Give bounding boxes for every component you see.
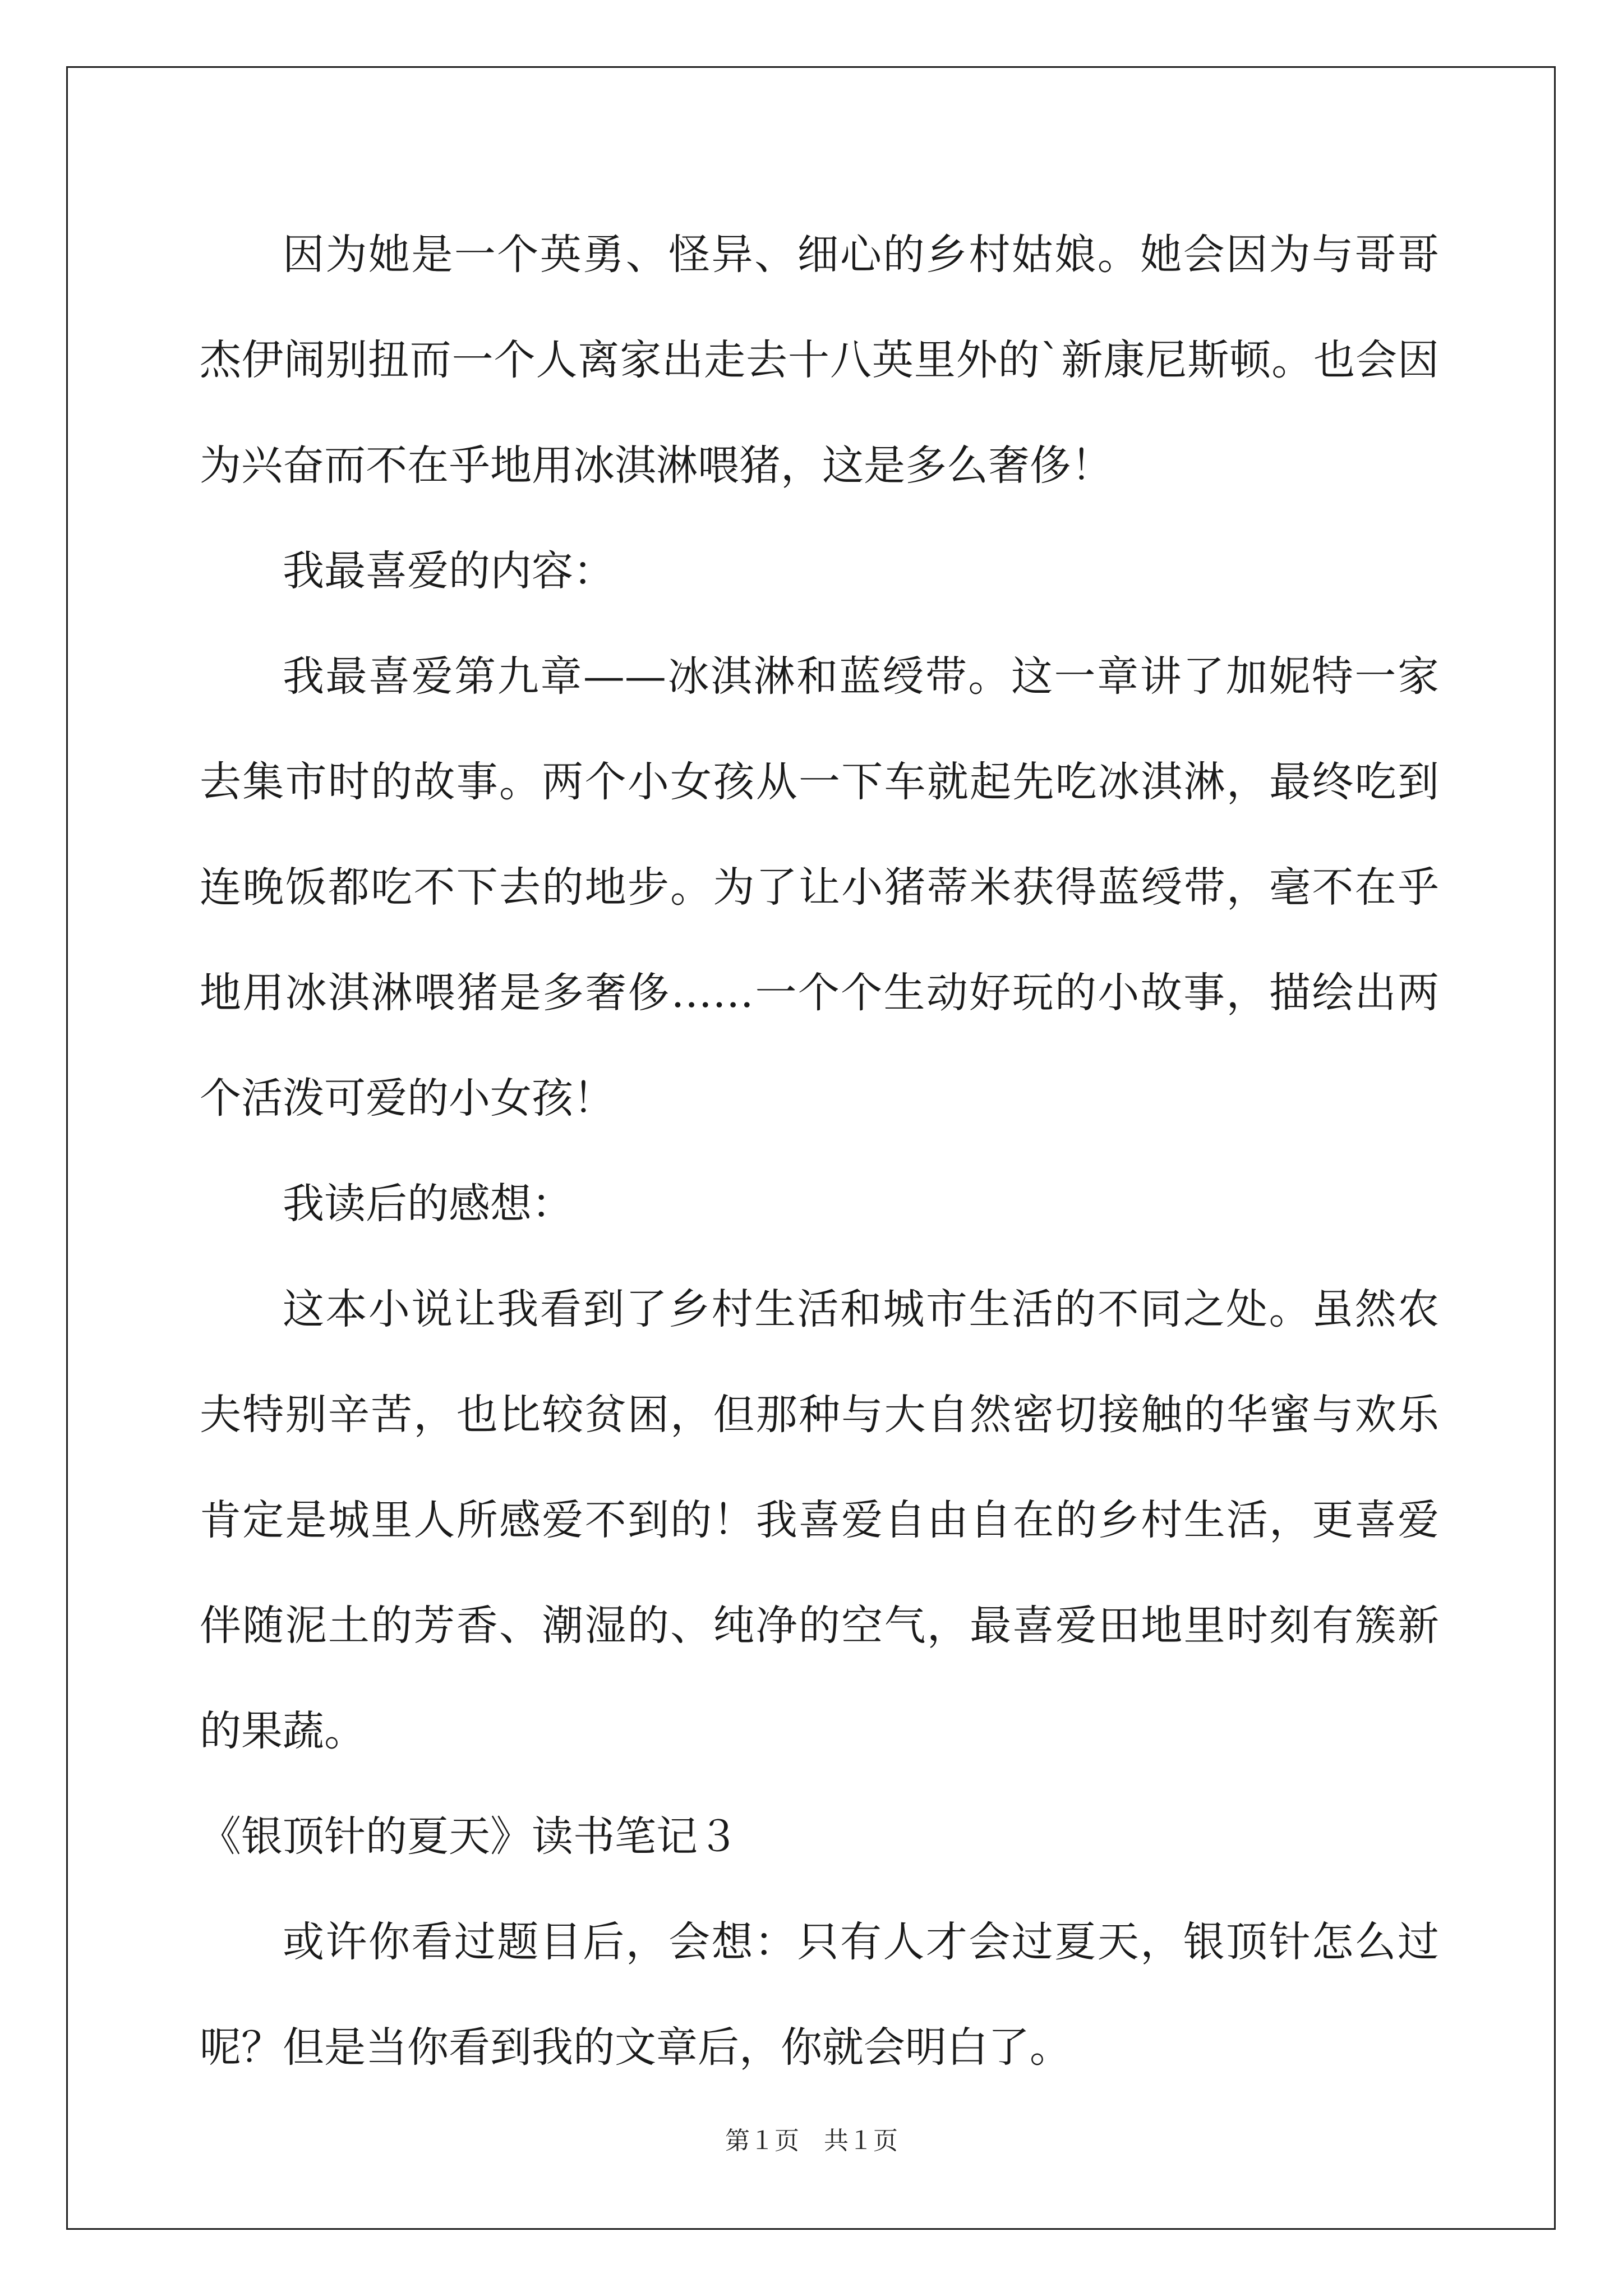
document-body [200,202,1439,2100]
page-number-footer: 第１页 共１页 [725,2127,898,2155]
paragraph: 这本小说让我看到了乡村生活和城市生活的不同之处。虽然农夫特别辛苦，也比较贫困，但那种与大自然密切接触的华蜜与欢乐肯定是城里人所感爱不到的！我喜爱自由自在的乡村生活，更喜爱伴随泥土的芳香、潮湿的、纯净的空气，最喜爱田地里时刻有簇新的果蔬。 [200,1285,1439,1755]
paragraph: 或许你看过题目后，会想：只有人才会过夏天，银顶针怎么过呢？但是当你看到我的文章后，你就会明白了。 [200,1918,1439,2072]
article-title: 《银顶针的夏天》读书笔记３ [200,1812,739,1861]
paragraph: 我最喜爱第九章——冰淇淋和蓝绶带。这一章讲了加妮特一家去集市时的故事。两个小女孩从一下车就起先吃冰淇淋，最终吃到连晚饭都吃不下去的地步。为了让小猪蒂米获得蓝绶带，毫不在乎地用冰淇淋喂猪是多奢侈……一个个生动好玩的小故事，描绘出两个活泼可爱的小女孩！ [200,652,1439,1122]
paragraph: 因为她是一个英勇、怪异、细心的乡村姑娘。她会因为与哥哥杰伊闹别扭而一个人离家出走去十八英里外的`新康尼斯顿。也会因为兴奋而不在乎地用冰淇淋喂猪，这是多么奢侈！ [200,231,1439,490]
section-label-reflection: 我读后的感想： [283,1180,573,1228]
section-label-favorite-content: 我最喜爱的内容： [283,547,615,595]
